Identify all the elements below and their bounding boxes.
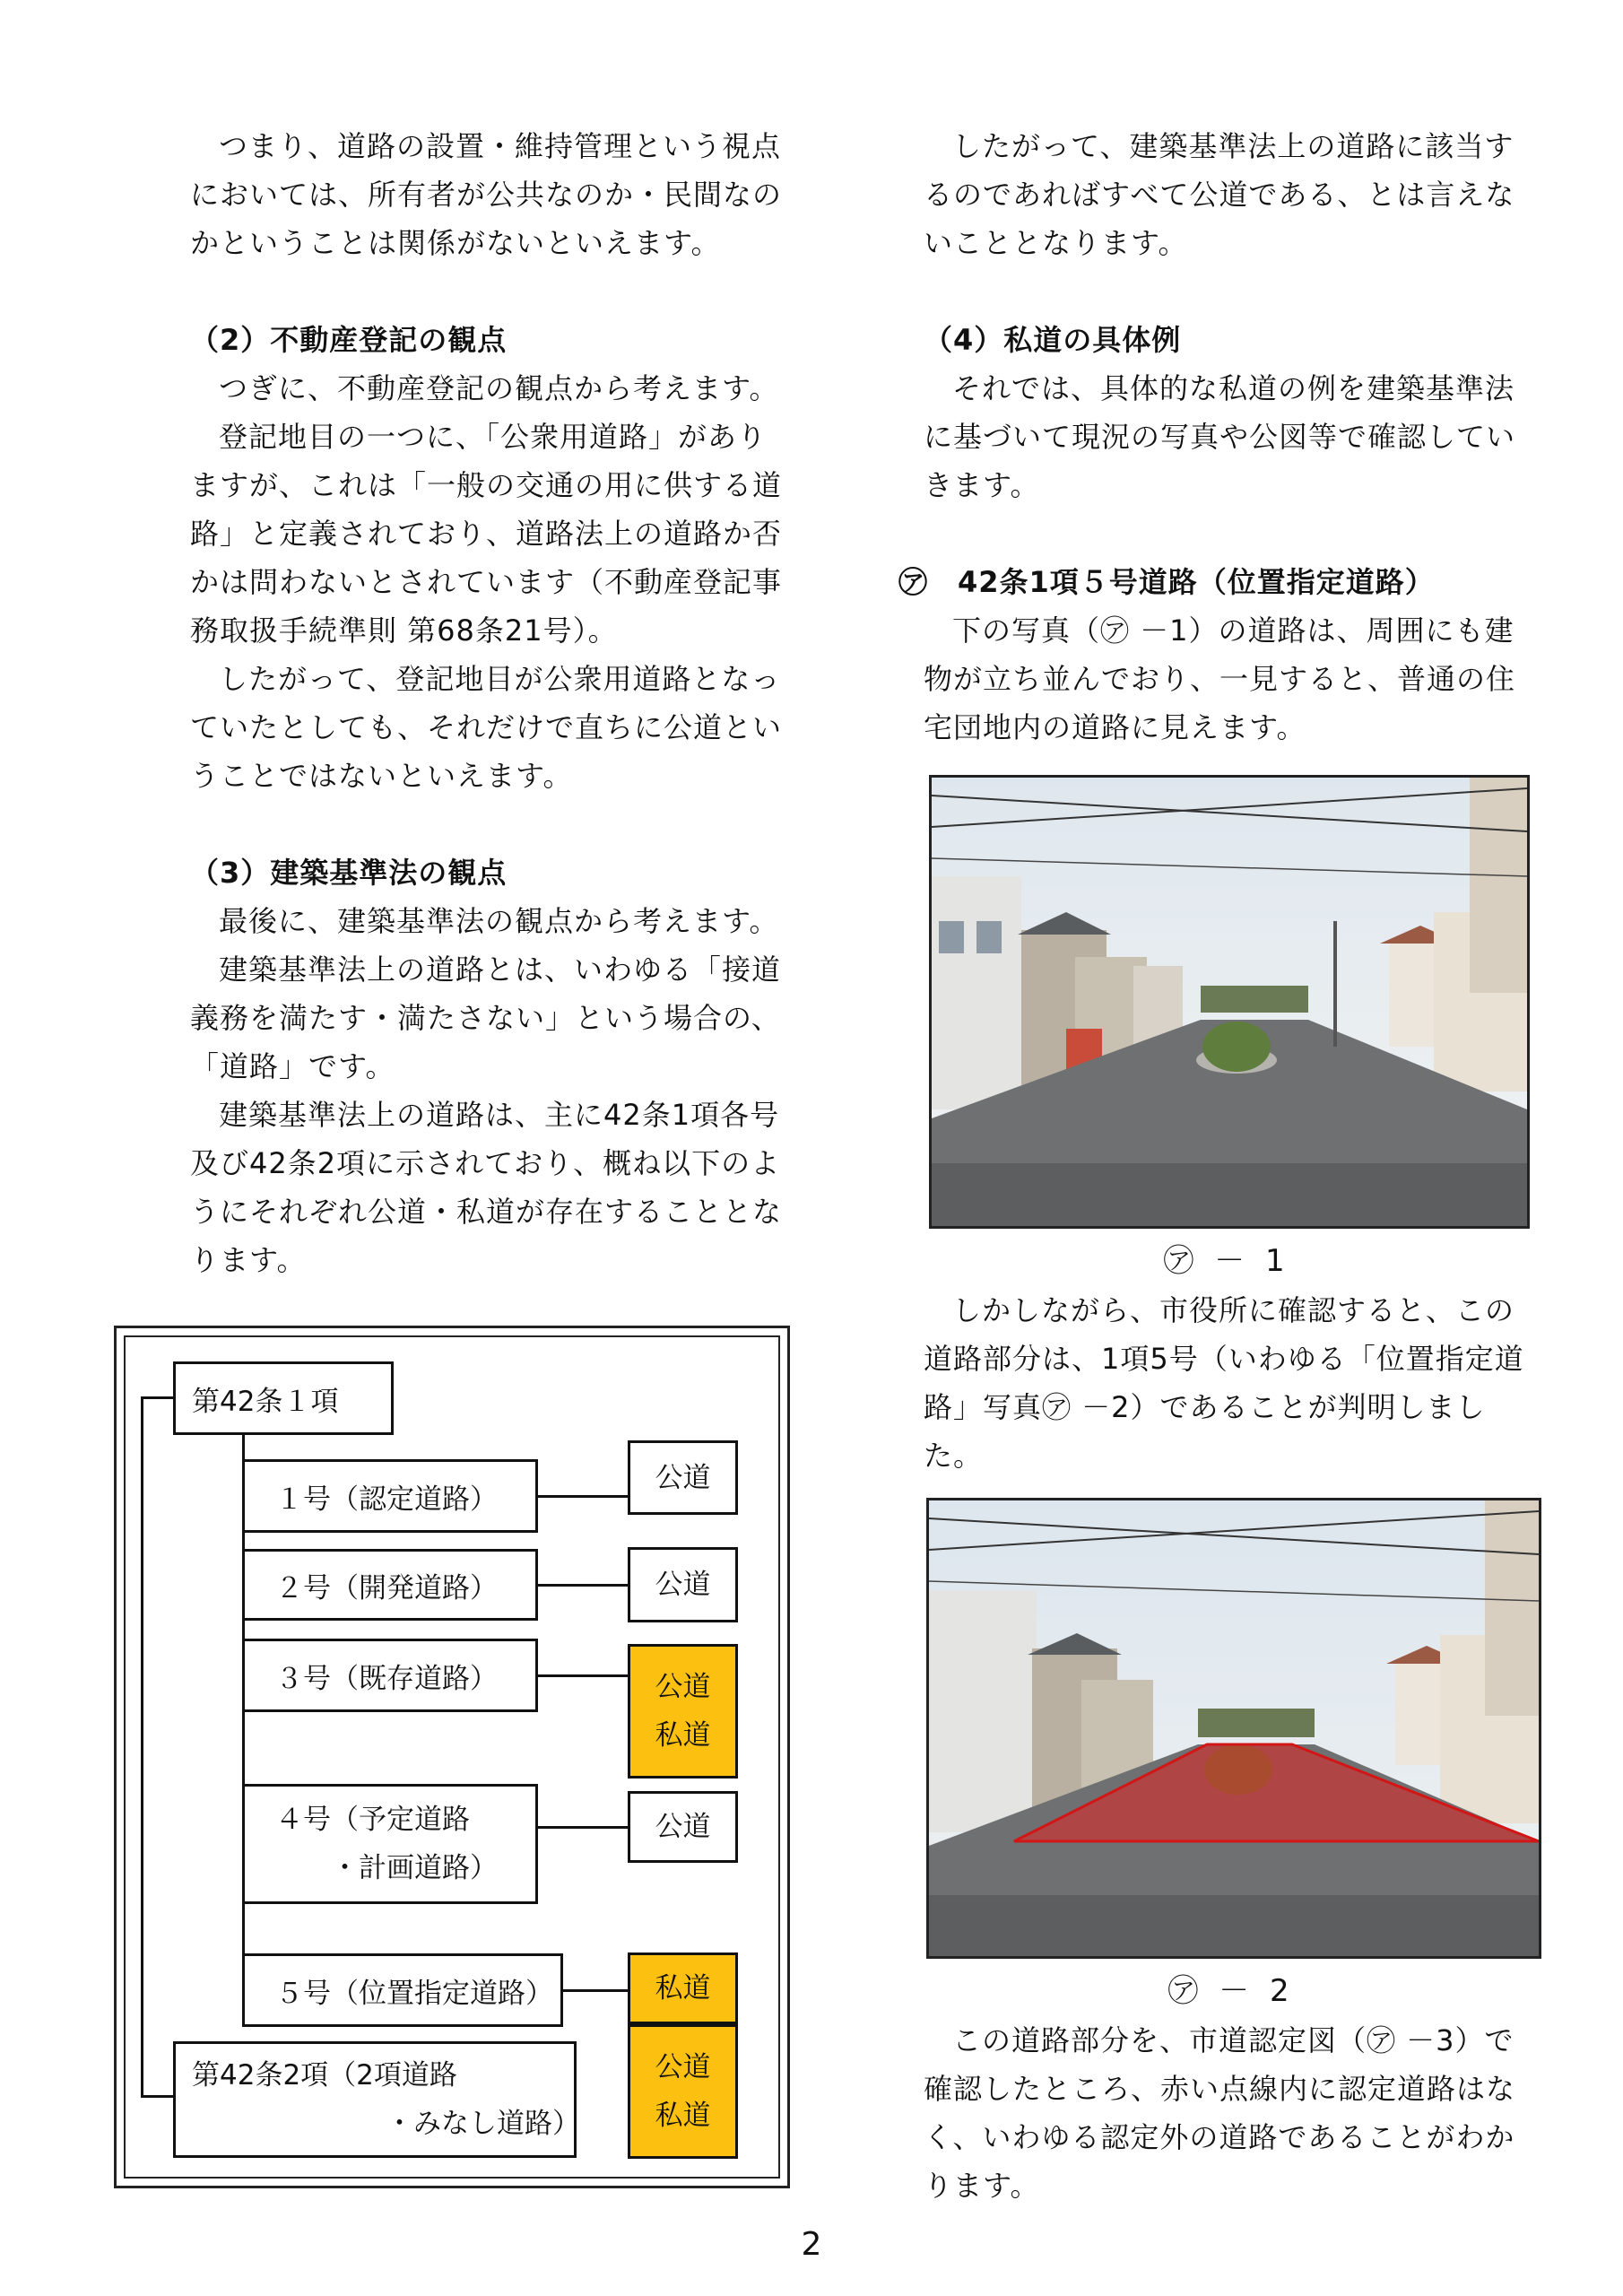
item2-box	[242, 1549, 538, 1621]
box-label: 第42条2項（2項道路	[192, 2059, 457, 2092]
item4-box	[242, 1784, 538, 1904]
paragraph: しかしながら、市役所に確認すると、この道路部分は、1項5号（いわゆる「位置指定道路」写真㋐ －2）であることが判明しました。	[924, 1293, 1524, 1473]
art42-2-box	[173, 2041, 580, 2158]
connector-line	[536, 1826, 637, 1829]
right-column-middle	[924, 1286, 1533, 1480]
public-road-tag	[628, 1547, 738, 1622]
public-private-road-tag	[628, 2024, 738, 2159]
right-column	[898, 122, 1533, 752]
photo-caption: ㋐ － 2	[1167, 1973, 1295, 2009]
subsection-heading: ㋐ 42条1項５号道路（位置指定道路）	[898, 565, 1435, 599]
paragraph: したがって、建築基準法上の道路に該当するのであればすべて公道である、とは言えないこととなります。	[924, 129, 1515, 260]
item5-box	[242, 1953, 563, 2027]
paragraph: この道路部分を、市道認定図（㋐ －3）で確認したところ、赤い点線内に認定道路はなく、いわゆる認定外の道路であることがわかります。	[924, 2023, 1516, 2203]
section-heading: （3）建築基準法の観点	[190, 856, 508, 890]
item1-box	[242, 1459, 538, 1533]
road-classification-diagram	[114, 1326, 790, 2188]
tag-label: 公道	[655, 1569, 711, 1601]
tag-label: 私道	[655, 1972, 711, 2005]
right-column-bottom	[924, 2016, 1533, 2210]
photo-caption: ㋐ － 1	[1163, 1243, 1290, 1279]
item3-box	[242, 1639, 538, 1712]
public-private-road-tag	[628, 1644, 738, 1779]
section-heading: （4）私道の具体例	[924, 323, 1182, 357]
connector-line	[536, 1495, 637, 1498]
box-label: 第42条１項	[192, 1385, 339, 1418]
tag-label: 私道	[655, 2100, 711, 2132]
box-label: ２号（開発道路）	[275, 1571, 498, 1605]
paragraph: 下の写真（㋐ －1）の道路は、周囲にも建物が立ち並んでおり、一見すると、普通の住宅団地内の道路に見えます。	[924, 613, 1516, 744]
box-label: ４号（予定道路	[275, 1804, 470, 1836]
paragraph: それでは、具体的な私道の例を建築基準法に基づいて現況の写真や公図等で確認していきます。	[924, 371, 1516, 502]
box-label: ・計画道路）	[331, 1852, 498, 1884]
tag-label: 公道	[655, 2051, 711, 2083]
paragraph: 建築基準法上の道路は、主に42条1項各号及び42条2項に示されており、概ね以下のようにそれぞれ公道・私道が存在することとなります。	[190, 1098, 783, 1277]
box-label: １号（認定道路）	[275, 1483, 498, 1516]
page-number: 2	[801, 2226, 822, 2263]
tag-label: 私道	[655, 1719, 711, 1752]
private-road-tag	[628, 1952, 738, 2024]
paragraph: つぎに、不動産登記の観点から考えます。	[219, 371, 779, 405]
connector-line	[536, 1584, 637, 1587]
paragraph: 建築基準法上の道路とは、いわゆる「接道義務を満たす・満たさない」という場合の、「道路」です。	[190, 952, 782, 1083]
art42-1-box	[173, 1361, 394, 1435]
connector-line	[536, 1674, 637, 1677]
public-road-tag	[628, 1440, 738, 1515]
paragraph: したがって、登記地目が公衆用道路となっていたとしても、それだけで直ちに公道ということではないといえます。	[190, 662, 783, 793]
road-photo-1-image	[932, 778, 1527, 1226]
tag-label: 公道	[655, 1461, 711, 1494]
box-label: ・みなし道路）	[386, 2108, 580, 2140]
tag-label: 公道	[655, 1671, 711, 1703]
section-heading: （2）不動産登記の観点	[190, 323, 508, 357]
connector-line	[141, 1396, 173, 1399]
connector-line	[141, 1396, 143, 2096]
paragraph: つまり、道路の設置・維持管理という視点においては、所有者が公共なのか・民間なのかということは関係がないといえます。	[190, 129, 783, 260]
box-label: ３号（既存道路）	[275, 1662, 498, 1695]
road-photo-1	[929, 775, 1530, 1229]
tag-label: 公道	[655, 1811, 711, 1843]
connector-line	[561, 1989, 637, 1992]
road-photo-2-image	[929, 1500, 1539, 1956]
road-photo-2	[926, 1498, 1541, 1959]
connector-line	[141, 2095, 173, 2098]
box-label: ５号（位置指定道路）	[275, 1977, 553, 2010]
paragraph: 最後に、建築基準法の観点から考えます。	[219, 904, 779, 938]
paragraph: 登記地目の一つに、「公衆用道路」がありますが、これは「一般の交通の用に供する道路」と定義されており、道路法上の道路か否かは問わないとされています（不動産登記事務取扱手続準則 第68条21号）。	[190, 420, 783, 648]
public-road-tag	[628, 1791, 738, 1863]
left-column	[190, 122, 791, 1284]
